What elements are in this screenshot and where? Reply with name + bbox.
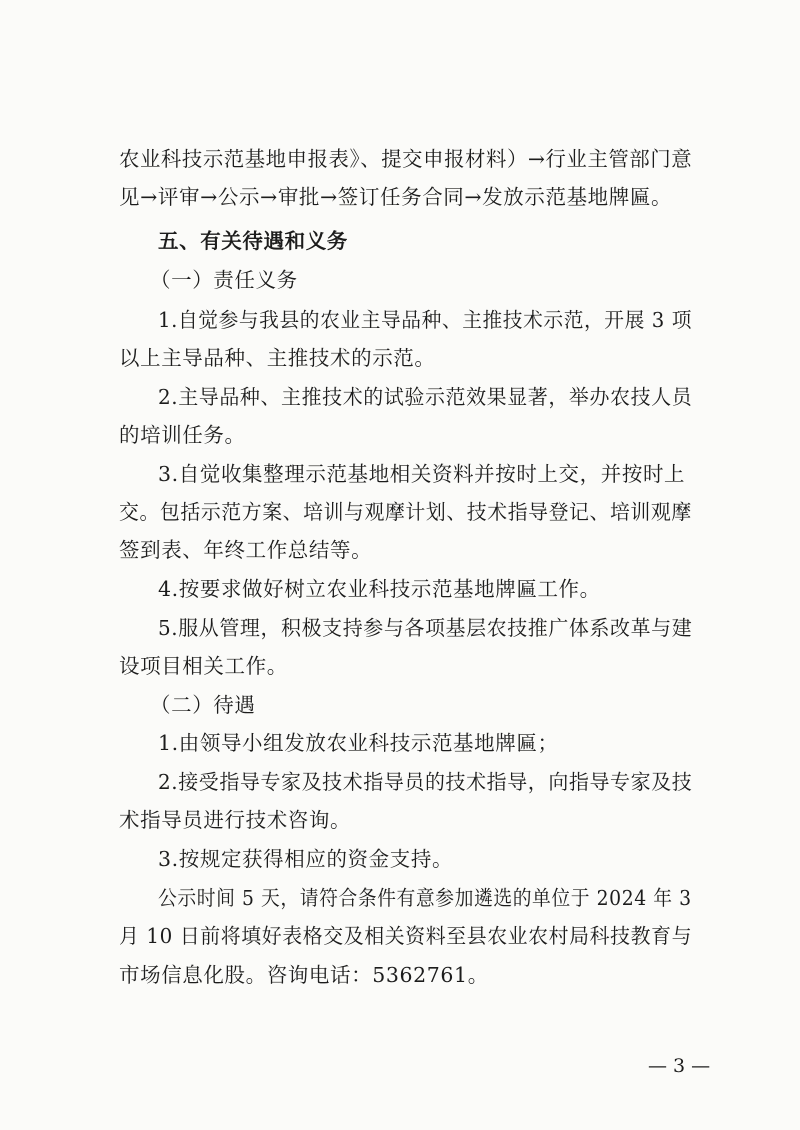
paragraph-line: 1.由领导小组发放农业科技示范基地牌匾；	[158, 731, 559, 755]
paragraph-line: 2.主导品种、主推技术的试验示范效果显著，举办农技人员	[158, 385, 693, 409]
paragraph-line: 交。包括示范方案、培训与观摩计划、技术指导登记、培训观摩	[119, 500, 692, 524]
paragraph-line: 设项目相关工作。	[119, 654, 288, 678]
paragraph-line: 农业科技示范基地申报表》、提交申报材料）→行业主管部门意	[119, 147, 693, 171]
paragraph-line: 公示时间 5 天，请符合条件有意参加遴选的单位于 2024 年 3	[158, 886, 692, 910]
paragraph-line: 市场信息化股。咨询电话：5362761。	[119, 963, 489, 987]
paragraph-line: 术指导员进行技术咨询。	[119, 808, 352, 832]
paragraph-line: 3.按规定获得相应的资金支持。	[158, 847, 454, 871]
paragraph-line: 签到表、年终工作总结等。	[119, 538, 373, 562]
paragraph-line: 月 10 日前将填好表格交及相关资料至县农业农村局科技教育与	[119, 924, 693, 948]
paragraph-line: 5.服从管理，积极支持参与各项基层农技推广体系改革与建	[158, 616, 693, 640]
paragraph-line: 以上主导品种、主推技术的示范。	[119, 346, 436, 370]
subsection-heading: （二）待遇	[150, 693, 256, 717]
paragraph-line: 1.自觉参与我县的农业主导品种、主推技术示范，开展 3 项	[158, 308, 693, 332]
paragraph-line: 见→评审→公示→审批→签订任务合同→发放示范基地牌匾。	[119, 185, 673, 209]
section-heading: 五、有关待遇和义务	[158, 229, 348, 253]
paragraph-line: 2.接受指导专家及技术指导员的技术指导，向指导专家及技	[158, 770, 693, 794]
subsection-heading: （一）责任义务	[150, 268, 298, 292]
paragraph-line: 3.自觉收集整理示范基地相关资料并按时上交，并按时上	[158, 462, 686, 486]
page-number: — 3 —	[648, 1055, 711, 1077]
paragraph-line: 的培训任务。	[119, 423, 246, 447]
paragraph-line: 4.按要求做好树立农业科技示范基地牌匾工作。	[158, 577, 601, 601]
